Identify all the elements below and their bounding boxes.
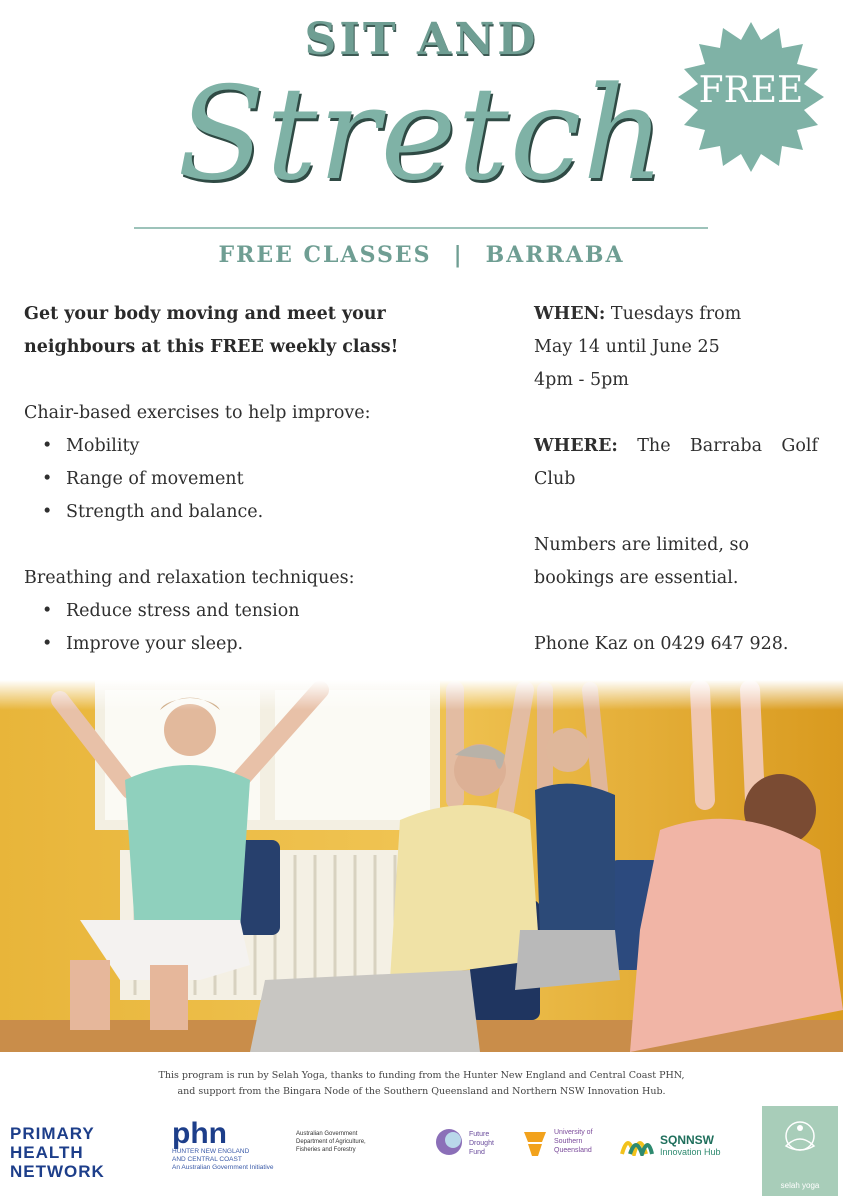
- australian-government-logo: Australian Government Department of Agriculture, Fisheries and Forestry: [296, 1131, 366, 1153]
- numbers-line-2: bookings are essential.: [534, 568, 739, 588]
- class-photo: [0, 680, 843, 1052]
- usq-logo: University of Southern Queensland: [522, 1128, 593, 1155]
- when-line-3: 4pm - 5pm: [534, 370, 629, 390]
- lotus-icon: [762, 1106, 838, 1170]
- phn-hnecc-logo: phn HUNTER NEW ENGLAND AND CENTRAL COAST An Australian Government Initiative: [172, 1117, 274, 1171]
- sponsor-logos: [0, 1100, 843, 1200]
- breathing-heading: Breathing and relaxation techniques:: [24, 568, 355, 588]
- subtitle-separator: |: [453, 242, 464, 268]
- list-item: • Mobility: [42, 430, 444, 463]
- list-item: • Improve your sleep.: [42, 628, 444, 661]
- sqnnsw-innovation-hub-logo: SQNNSW Innovation Hub: [620, 1134, 721, 1158]
- subtitle: [0, 242, 843, 268]
- drought-fund-icon: [435, 1128, 463, 1156]
- phone-contact: Phone Kaz on 0429 647 928.: [534, 634, 789, 654]
- list-item: • Strength and balance.: [42, 496, 444, 529]
- subtitle-location: BARRABA: [485, 242, 625, 268]
- breathing-list: [42, 595, 444, 661]
- future-drought-fund-logo: Future Drought Fund: [435, 1130, 494, 1157]
- subtitle-classes: FREE CLASSES: [218, 242, 432, 268]
- list-item: • Range of movement: [42, 463, 444, 496]
- right-column: [534, 298, 818, 661]
- primary-health-network-logo: PRIMARY HEALTH NETWORK: [10, 1124, 105, 1181]
- left-column: [24, 298, 444, 661]
- chair-heading: Chair-based exercises to help improve:: [24, 403, 371, 423]
- where-label: WHERE:: [534, 436, 618, 456]
- free-badge-label: FREE: [698, 70, 804, 111]
- when-line-1: WHEN: Tuesdays from: [534, 304, 742, 324]
- intro-line-2: neighbours at this FREE weekly class!: [24, 337, 399, 357]
- when-line-2: May 14 until June 25: [534, 337, 720, 357]
- funding-note: This program is run by Selah Yoga, thanks to funding from the Hunter New England and Central Coast PHN, and support from the Bingara Node of the Southern Queensland and Northern NSW Innovation Hub.: [158, 1070, 685, 1097]
- chair-list: [42, 430, 444, 529]
- numbers-line-1: Numbers are limited, so: [534, 535, 749, 555]
- when-label: WHEN:: [534, 304, 606, 324]
- title-sit-and: SIT AND: [304, 14, 539, 65]
- selah-yoga-logo: selah yoga: [762, 1106, 838, 1196]
- usq-icon: [522, 1128, 548, 1158]
- where-block: WHERE: The Barraba Golf Club: [534, 436, 818, 489]
- innovation-hub-icon: [620, 1130, 654, 1156]
- intro-line-1: Get your body moving and meet your: [24, 304, 386, 324]
- list-item: • Reduce stress and tension: [42, 595, 444, 628]
- title-stretch: Stretch: [177, 60, 666, 209]
- title-divider: [134, 227, 708, 229]
